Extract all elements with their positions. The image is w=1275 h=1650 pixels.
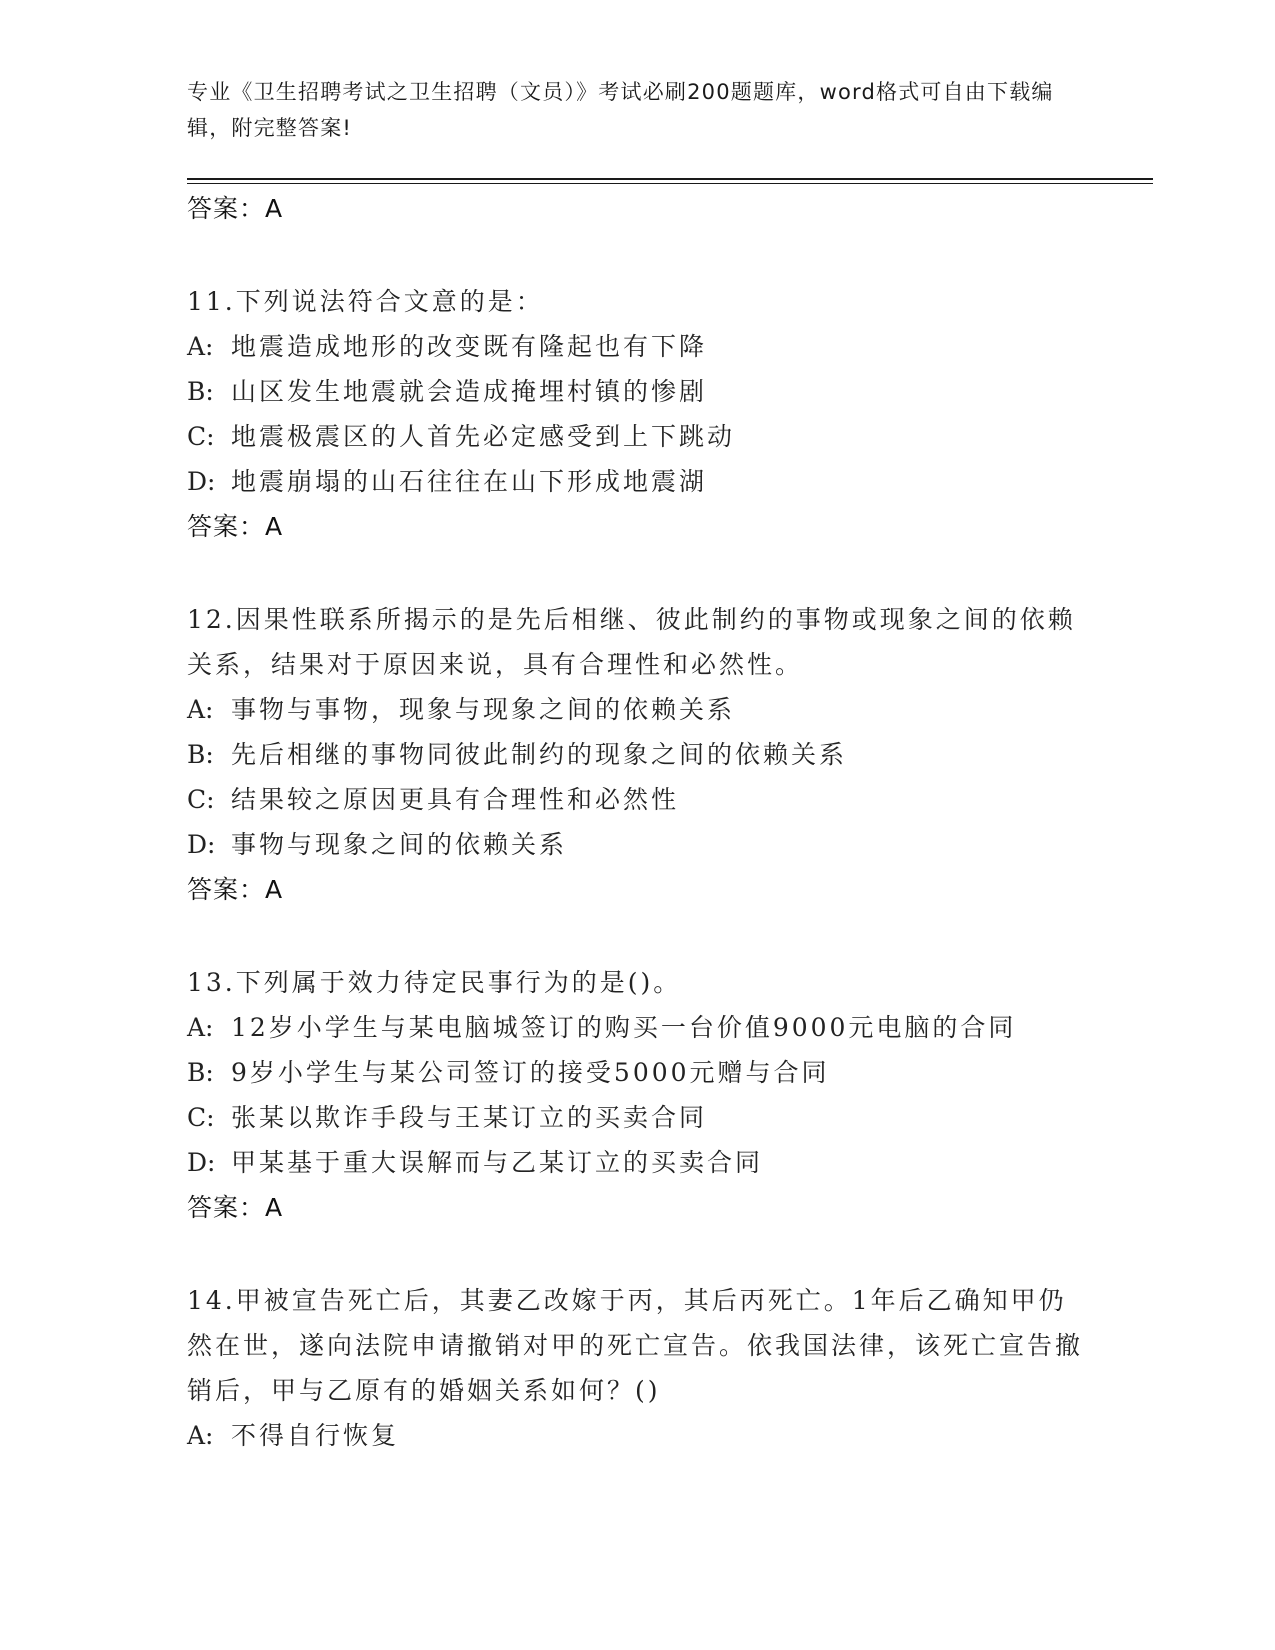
option-a (187, 1005, 1087, 1050)
option-text: 张某以欺诈手段与王某订立的买卖合同 (231, 1103, 708, 1132)
option-d (187, 822, 1087, 867)
option-letter: B: (187, 740, 214, 769)
option-text: 地震崩塌的山石往往在山下形成地震湖 (231, 467, 708, 496)
option-a (187, 1413, 1087, 1458)
option-b (187, 1050, 1087, 1095)
page-header-title: 专业《卫生招聘考试之卫生招聘（文员）》考试必刷200题题库，word格式可自由下载编辑，附完整答案! (187, 80, 1054, 140)
option-letter: D: (187, 467, 216, 496)
option-letter: D: (187, 830, 216, 859)
question-block (187, 279, 1087, 550)
option-text: 结果较之原因更具有合理性和必然性 (231, 785, 680, 814)
answer-line: 答案：A (187, 1193, 284, 1222)
option-text: 地震造成地形的改变既有隆起也有下降 (231, 332, 708, 361)
question-stem: 12.因果性联系所揭示的是先后相继、彼此制约的事物或现象之间的依赖关系，结果对于原因来说，具有合理性和必然性。 (187, 605, 1076, 679)
answer-line: 答案：A (187, 512, 284, 541)
question-stem: 13.下列属于效力待定民事行为的是()。 (187, 968, 682, 997)
header-divider-thin (187, 183, 1153, 184)
option-letter: B: (187, 1058, 214, 1087)
option-text: 甲某基于重大误解而与乙某订立的买卖合同 (231, 1148, 764, 1177)
option-d (187, 1140, 1087, 1185)
option-letter: C: (187, 422, 215, 451)
option-text: 事物与现象之间的依赖关系 (231, 830, 568, 859)
option-text: 先后相继的事物同彼此制约的现象之间的依赖关系 (231, 740, 848, 769)
option-c (187, 414, 1087, 459)
option-letter: A: (187, 1421, 214, 1450)
answer-line: 答案：A (187, 194, 284, 223)
option-text: 9岁小学生与某公司签订的接受5000元赠与合同 (231, 1058, 830, 1087)
option-letter: B: (187, 377, 214, 406)
option-text: 事物与事物，现象与现象之间的依赖关系 (231, 695, 736, 724)
header-divider-thick (187, 178, 1153, 180)
option-b (187, 732, 1087, 777)
option-letter: A: (187, 695, 214, 724)
option-letter: A: (187, 332, 214, 361)
question-stem: 11.下列说法符合文意的是： (187, 287, 544, 316)
question-block (187, 960, 1087, 1231)
option-c (187, 777, 1087, 822)
question-block (187, 597, 1087, 913)
option-d (187, 459, 1087, 504)
question-stem: 14.甲被宣告死亡后，其妻乙改嫁于丙，其后丙死亡。1年后乙确知甲仍然在世，遂向法院申请撤销对甲的死亡宣告。依我国法律，该死亡宣告撤销后，甲与乙原有的婚姻关系如何？() (187, 1286, 1084, 1405)
option-a (187, 324, 1087, 369)
question-block (187, 1278, 1087, 1458)
option-c (187, 1095, 1087, 1140)
option-letter: A: (187, 1013, 214, 1042)
option-b (187, 369, 1087, 414)
option-text: 不得自行恢复 (231, 1421, 400, 1450)
option-text: 地震极震区的人首先必定感受到上下跳动 (231, 422, 736, 451)
option-text: 12岁小学生与某电脑城签订的购买一台价值9000元电脑的合同 (231, 1013, 1017, 1042)
option-letter: C: (187, 785, 215, 814)
option-letter: C: (187, 1103, 215, 1132)
option-letter: D: (187, 1148, 216, 1177)
option-a (187, 687, 1087, 732)
answer-line: 答案：A (187, 875, 284, 904)
question-list (187, 186, 1087, 1458)
option-text: 山区发生地震就会造成掩埋村镇的惨剧 (231, 377, 708, 406)
